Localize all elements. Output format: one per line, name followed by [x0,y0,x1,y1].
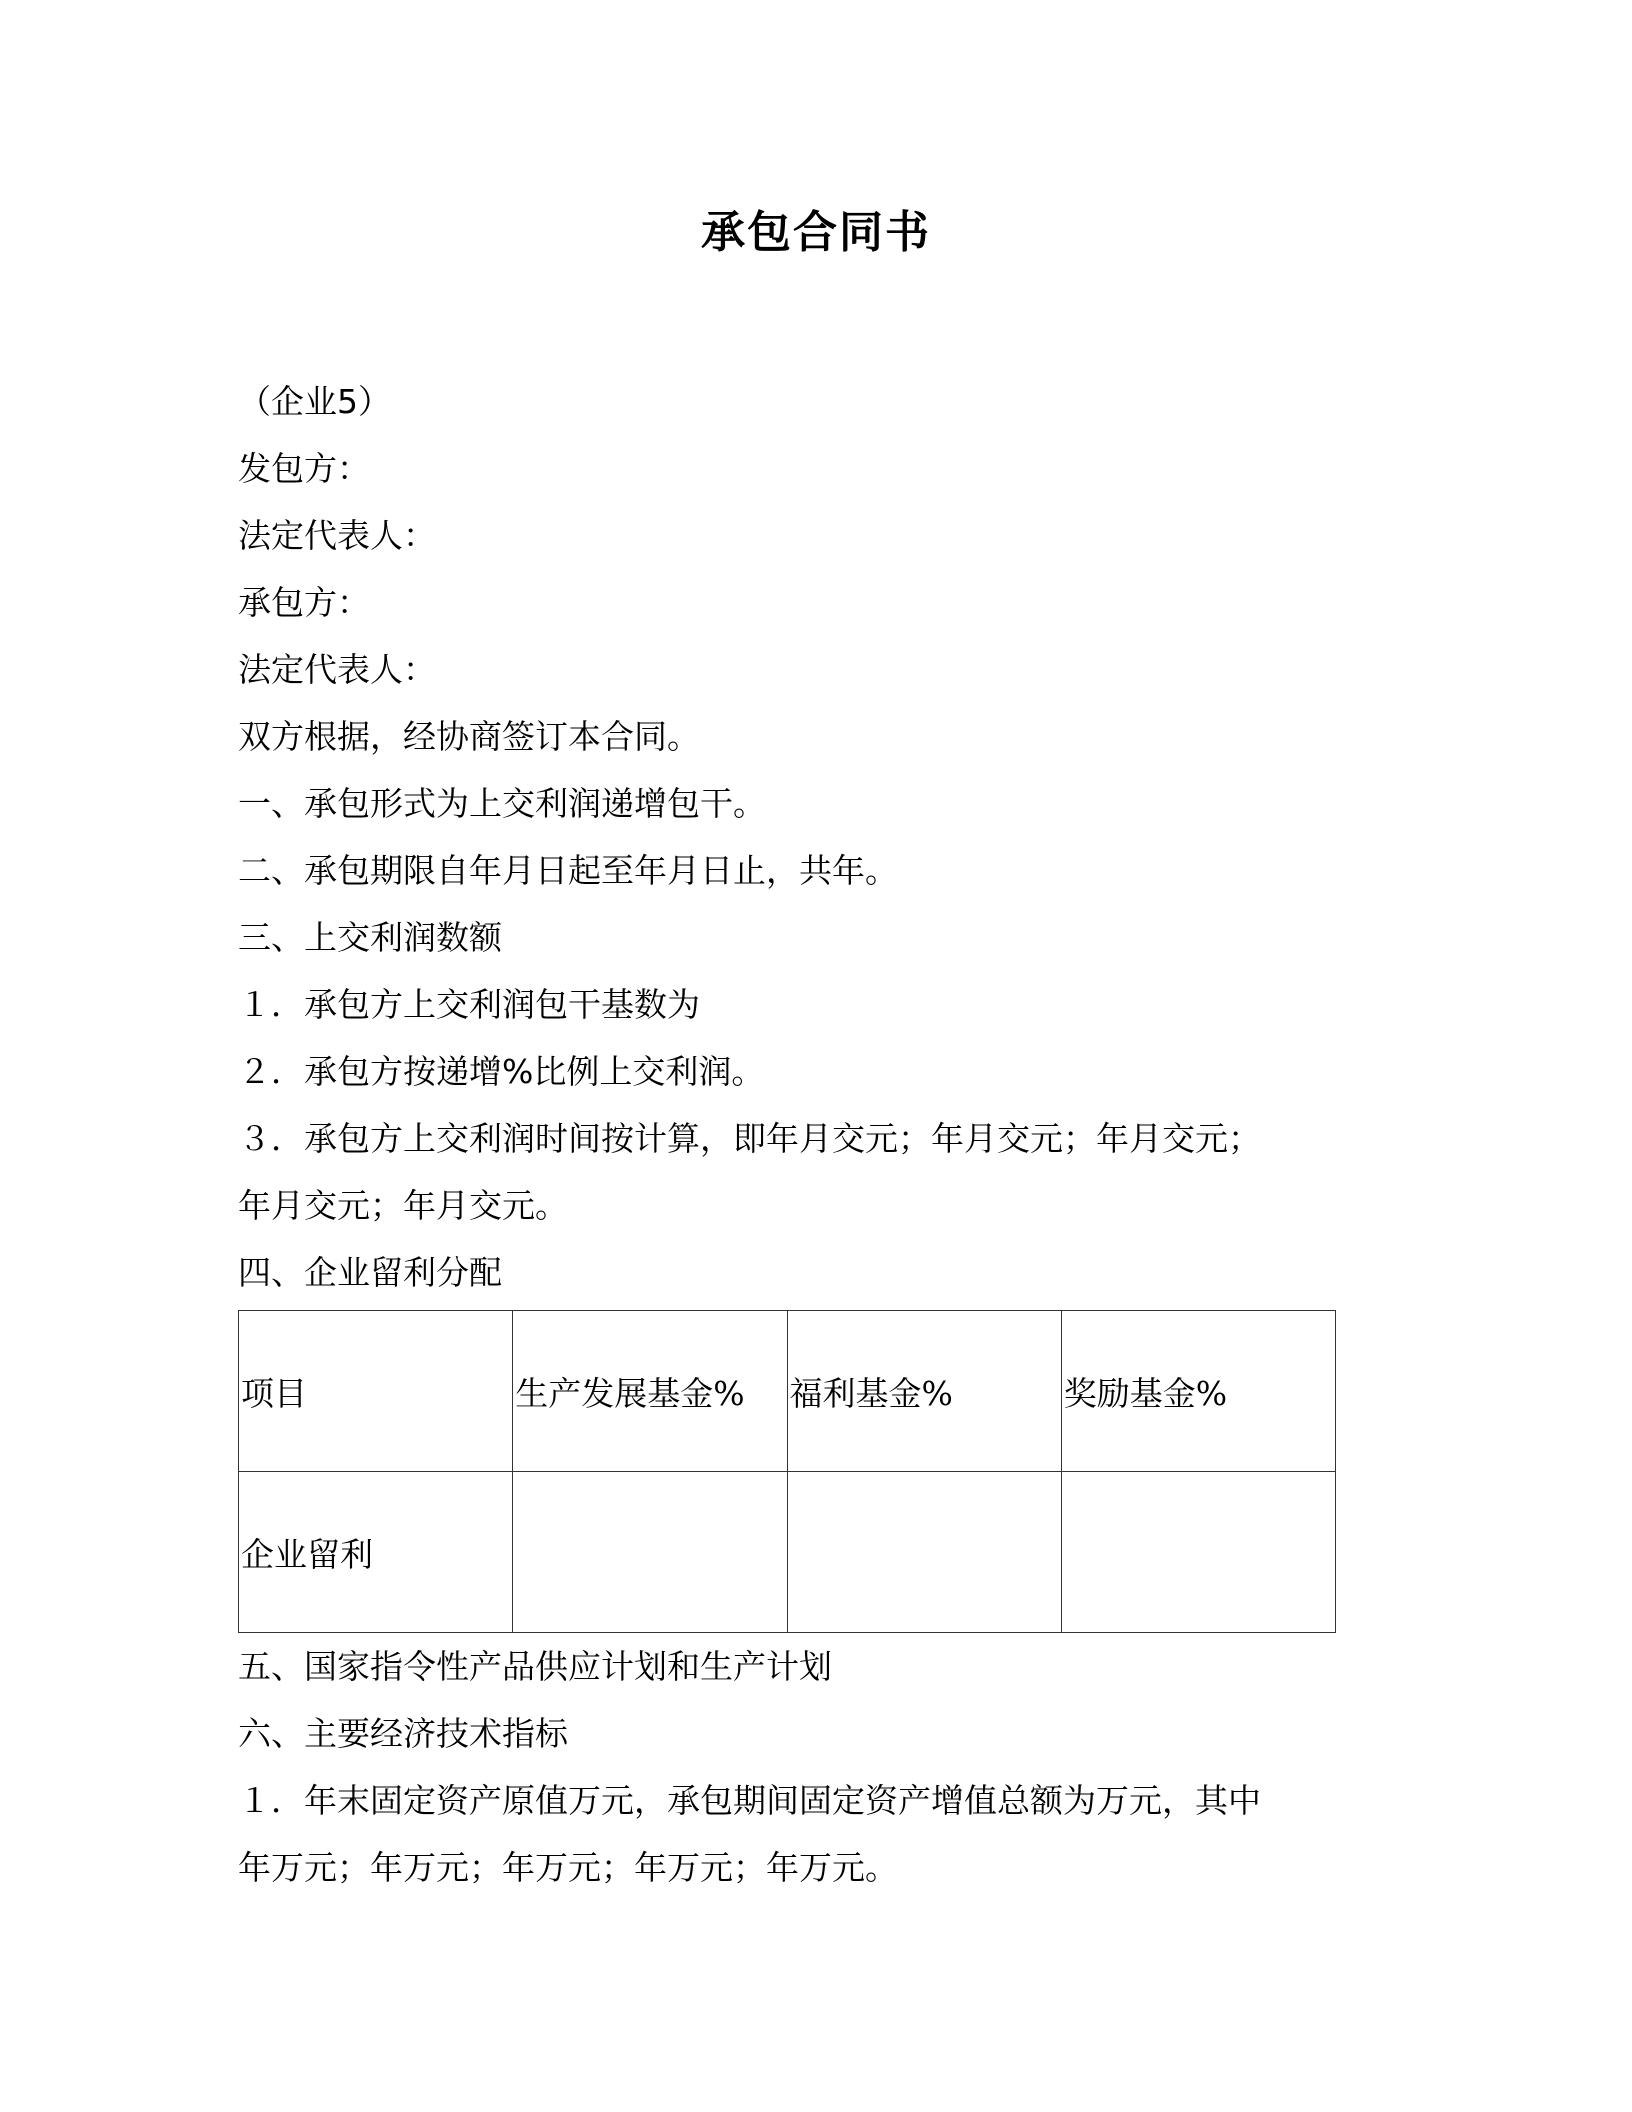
issuer-legal-rep-line: 法定代表人： [238,516,436,555]
clause-3-heading: 三、上交利润数额 [238,918,502,957]
table-cell-retained-profit: 企业留利 [239,1472,513,1633]
table-cell-empty [1061,1472,1335,1633]
clause-6-heading: 六、主要经济技术指标 [238,1714,568,1753]
contractor-issuer-line: 发包方： [238,449,370,488]
table-cell-item: 项目 [239,1311,513,1472]
clause-6-item-1-cont: 年万元；年万元；年万元；年万元；年万元。 [238,1848,898,1887]
contractor-legal-rep-line: 法定代表人： [238,650,436,689]
table-cell-empty [513,1472,787,1633]
document-title: 承包合同书 [701,207,931,258]
retained-profit-table-wrap [238,1310,1418,1633]
clause-3-item-3: ３．承包方上交利润时间按计算，即年月交元；年月交元；年月交元； [238,1119,1261,1158]
clause-3-item-2: ２．承包方按递增%比例上交利润。 [238,1052,765,1091]
clause-3-item-3-cont: 年月交元；年月交元。 [238,1186,568,1225]
retained-profit-table [238,1310,1336,1633]
table-cell-empty [787,1472,1061,1633]
clause-1: 一、承包形式为上交利润递增包干。 [238,784,766,823]
table-cell-production-fund: 生产发展基金% [513,1311,787,1472]
contractor-line: 承包方： [238,583,370,622]
agreement-intro-line: 双方根据，经协商签订本合同。 [238,717,700,756]
table-row [239,1472,1336,1633]
table-header-row [239,1311,1336,1472]
clause-5-heading: 五、国家指令性产品供应计划和生产计划 [238,1647,832,1686]
enterprise-tag: （企业5） [238,382,391,421]
table-cell-bonus-fund: 奖励基金% [1061,1311,1335,1472]
document-body [238,368,1418,1901]
clause-4-heading: 四、企业留利分配 [238,1253,502,1292]
table-cell-welfare-fund: 福利基金% [787,1311,1061,1472]
clause-6-item-1: １．年末固定资产原值万元，承包期间固定资产增值总额为万元，其中 [238,1781,1261,1820]
clause-3-item-1: １．承包方上交利润包干基数为 [238,985,700,1024]
clause-2: 二、承包期限自年月日起至年月日止，共年。 [238,851,898,890]
